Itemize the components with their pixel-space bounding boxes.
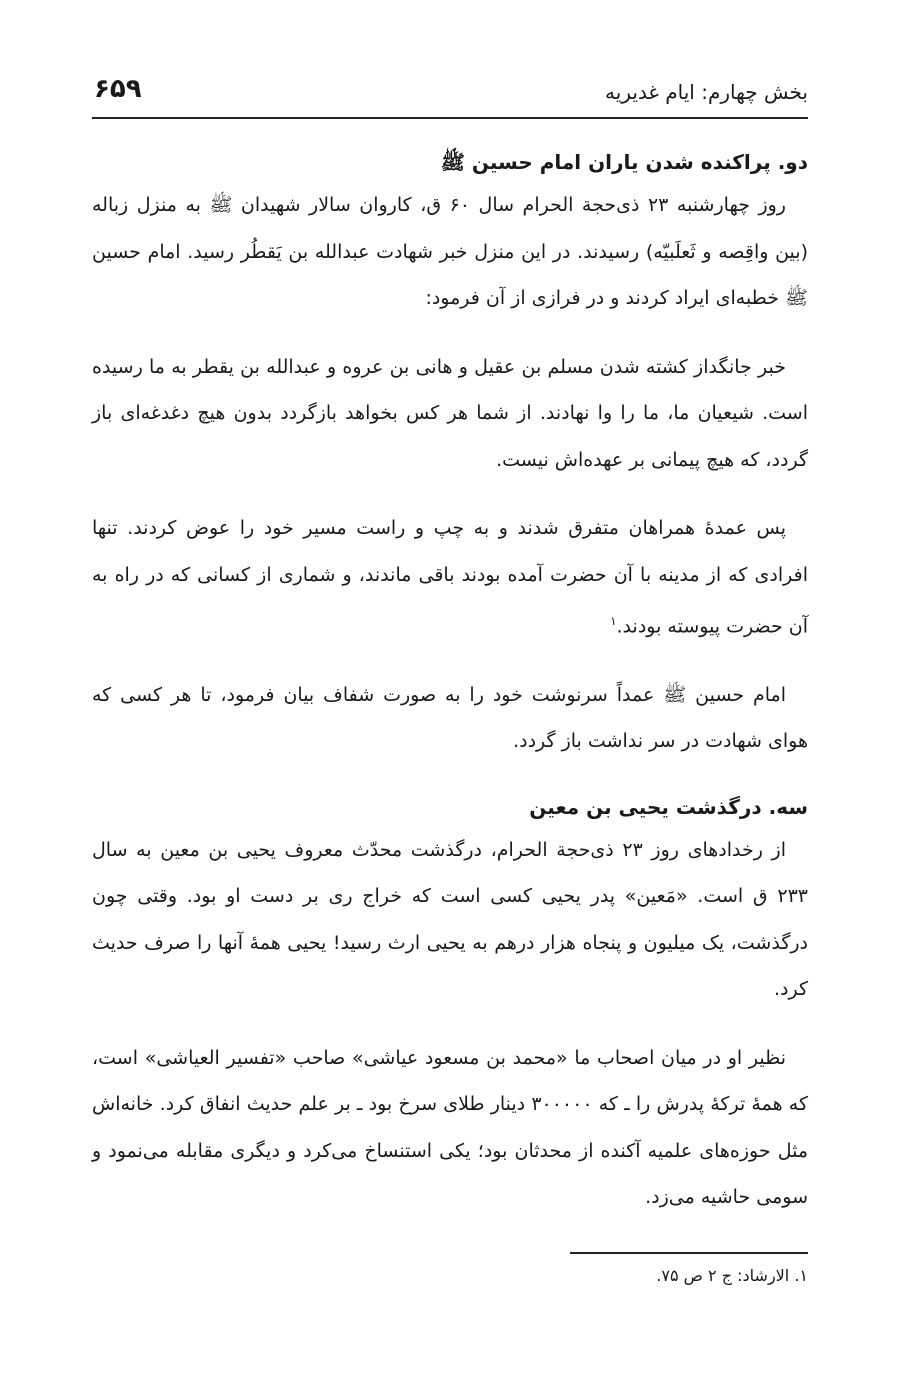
paragraph: از رخدادهای روز ۲۳ ذی‌حجة الحرام، درگذشت محدّث معروف یحیی بن معین به سال ۲۳۳ ق است. «مَعین» پدر یحیی کسی است که خراج ری بر دست او بود. وقتی چون درگذشت، یک میلیون و پنجاه هزار درهم به یحیی ارث رسید! یحیی همهٔ آنها را صرف حدیث کرد. [92,838,808,1001]
page-number: ۶۵۹ [94,74,142,104]
footnote-marker[interactable]: ۱ [610,614,617,628]
paragraph: روز چهارشنبه ۲۳ ذی‌حجة الحرام سال ۶۰ ق، کاروان سالار شهیدان ﷺ به منزل زباله (بین واقِصه و ثَعلَبیّه) رسیدند. در این منزل خبر شهادت عبدالله بن یَقطُر رسید. امام حسین ﷺ خطبه‌ای ایراد کردند و در فرازی از آن فرمود: [92,194,808,309]
quote-paragraph: خبر جانگداز کشته شدن مسلم بن عقیل و هانی بن عروه و عبدالله بن یقطر به ما رسیده است. شیعیان ما، ما را وا نهادند. از شما هر کس بخواهد بازگردد بدون هیچ دغدغه‌ای باز گردد، که هیچ پیمانی بر عهده‌اش نیست. [92,355,808,471]
book-page [92,0,808,1390]
body-text [92,142,808,1243]
paragraph: نظیر او در میان اصحاب ما «محمد بن مسعود عیاشی» صاحب «تفسیر العیاشی» است، که همهٔ ترکهٔ پدرش را ـ که ۳۰۰۰۰۰ دینار طلای سرخ بود ـ بر علم حدیث انفاق کرد. خانه‌اش مثل حوزه‌های علمیه آکنده از محدثان بود؛ یکی استنساخ می‌کرد و دیگری مقابله می‌نمود و سومی حاشیه می‌زد. [92,1046,809,1209]
section-heading-3: سه. درگذشت یحیی بن معین [529,794,808,819]
paragraph: امام حسین ﷺ عمداً سرنوشت خود را به صورت شفاف بیان فرمود، تا هر کسی که هوای شهادت در سر نداشت باز گردد. [92,683,808,753]
paragraph [92,505,808,650]
paragraph-text: پس عمدهٔ همراهان متفرق شدند و به چپ و راست مسیر خود را عوض کردند. تنها افرادی که از مدینه با آن حضرت آمده بودند باقی ماندند، و شماری از کسانی که در راه به آن حضرت پیوسته بودند. [92,517,808,638]
header-rule [92,117,808,119]
page-header [92,70,808,110]
running-title: بخش چهارم: ایام غدیریه [605,80,808,104]
footnote-rule [570,1252,808,1254]
section-heading-2: دو. پراکنده شدن یاران امام حسین ﷺ [440,150,808,174]
footnote: ۱. الارشاد: ج ۲ ص ۷۵. [656,1266,808,1285]
